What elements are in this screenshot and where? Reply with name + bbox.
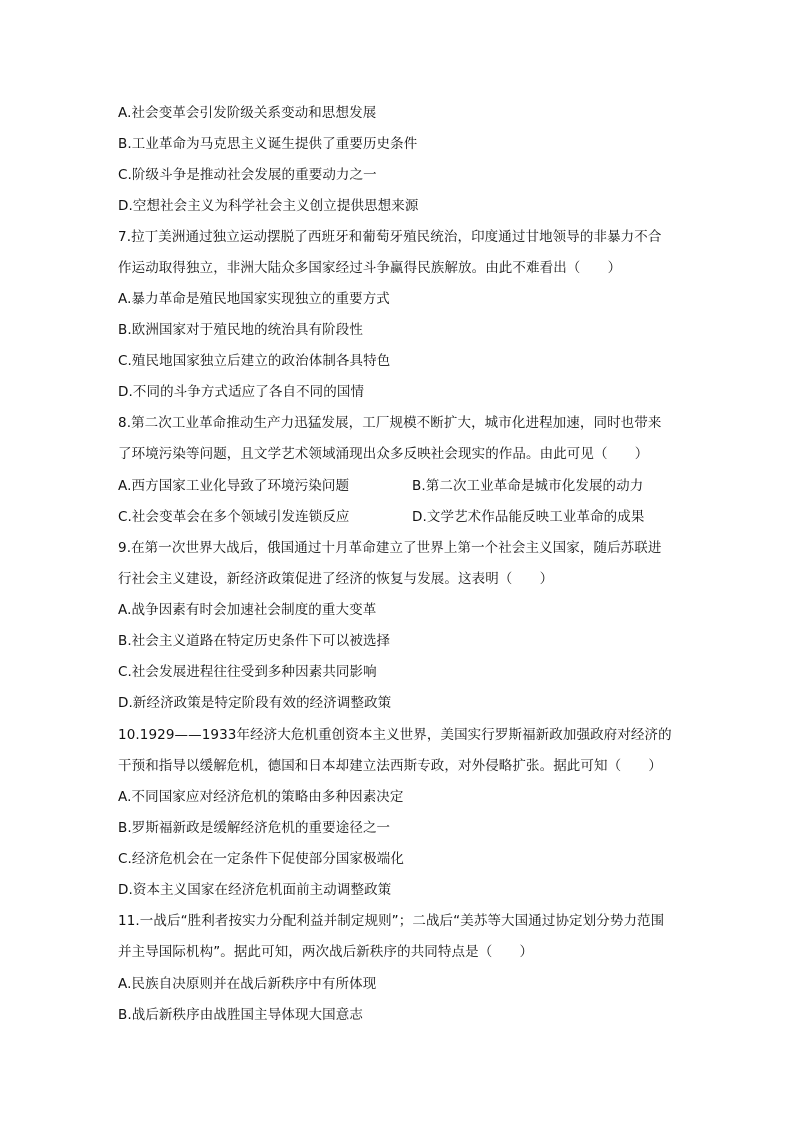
question-8-option-b: B.第二次工业革命是城市化发展的动力 — [412, 478, 644, 494]
question-9-option-b: B.社会主义道路在特定历史条件下可以被选择 — [118, 633, 391, 649]
question-7-option-d: D.不同的斗争方式适应了各自不同的国情 — [118, 384, 365, 400]
question-7-stem-line-1: 7.拉丁美洲通过独立运动摆脱了西班牙和葡萄牙殖民统治，印度通过甘地领导的非暴力不合 — [118, 229, 662, 245]
question-9-stem-line-1: 9.在第一次世界大战后，俄国通过十月革命建立了世界上第一个社会主义国家，随后苏联进 — [118, 540, 662, 556]
question-8-option-d: D.文学艺术作品能反映工业革命的成果 — [412, 509, 645, 525]
question-10-stem-line-1: 10.1929——1933年经济大危机重创资本主义世界，美国实行罗斯福新政加强政府对经济的 — [118, 727, 672, 743]
question-7-option-c: C.殖民地国家独立后建立的政治体制各具特色 — [118, 353, 391, 369]
question-9-option-d: D.新经济政策是特定阶段有效的经济调整政策 — [118, 695, 392, 711]
question-11-stem-line-2: 并主导国际机构”。据此可知，两次战后新秩序的共同特点是（ ） — [118, 944, 534, 960]
question-10-option-b: B.罗斯福新政是缓解经济危机的重要途径之一 — [118, 820, 391, 836]
question-10-option-c: C.经济危机会在一定条件下促使部分国家极端化 — [118, 851, 404, 867]
option-c: C.阶级斗争是推动社会发展的重要动力之一 — [118, 167, 377, 183]
question-10-stem-line-2: 干预和指导以缓解危机，德国和日本却建立法西斯专政，对外侵略扩张。据此可知（ ） — [118, 758, 662, 774]
question-8-option-c: C.社会变革会在多个领域引发连锁反应 — [118, 509, 350, 525]
question-11-option-b: B.战后新秩序由战胜国主导体现大国意志 — [118, 1007, 363, 1023]
question-10-option-d: D.资本主义国家在经济危机面前主动调整政策 — [118, 882, 392, 898]
option-d: D.空想社会主义为科学社会主义创立提供思想来源 — [118, 198, 419, 214]
question-7-stem-line-2: 作运动取得独立，非洲大陆众多国家经过斗争赢得民族解放。由此不难看出（ ） — [118, 260, 622, 276]
option-b: B.工业革命为马克思主义诞生提供了重要历史条件 — [118, 136, 418, 152]
question-7-option-b: B.欧洲国家对于殖民地的统治具有阶段性 — [118, 322, 363, 338]
question-10-option-a: A.不同国家应对经济危机的策略由多种因素决定 — [118, 789, 404, 805]
question-8-option-a: A.西方国家工业化导致了环境污染问题 — [118, 478, 350, 494]
question-9-option-c: C.社会发展进程往往受到多种因素共同影响 — [118, 664, 377, 680]
option-a: A.社会变革会引发阶级关系变动和思想发展 — [118, 105, 377, 121]
question-8-stem-line-2: 了环境污染等问题，且文学艺术领域涌现出众多反映社会现实的作品。由此可见（ ） — [118, 446, 649, 462]
question-11-stem-line-1: 11.一战后“胜利者按实力分配利益并制定规则”；二战后“美苏等大国通过协定划分势力范围 — [118, 913, 665, 929]
question-11-option-a: A.民族自决原则并在战后新秩序中有所体现 — [118, 976, 377, 992]
question-8-stem-line-1: 8.第二次工业革命推动生产力迅猛发展，工厂规模不断扩大，城市化进程加速，同时也带来 — [118, 415, 662, 431]
question-9-option-a: A.战争因素有时会加速社会制度的重大变革 — [118, 602, 377, 618]
question-9-stem-line-2: 行社会主义建设，新经济政策促进了经济的恢复与发展。这表明（ ） — [118, 571, 554, 587]
question-7-option-a: A.暴力革命是殖民地国家实现独立的重要方式 — [118, 291, 390, 307]
